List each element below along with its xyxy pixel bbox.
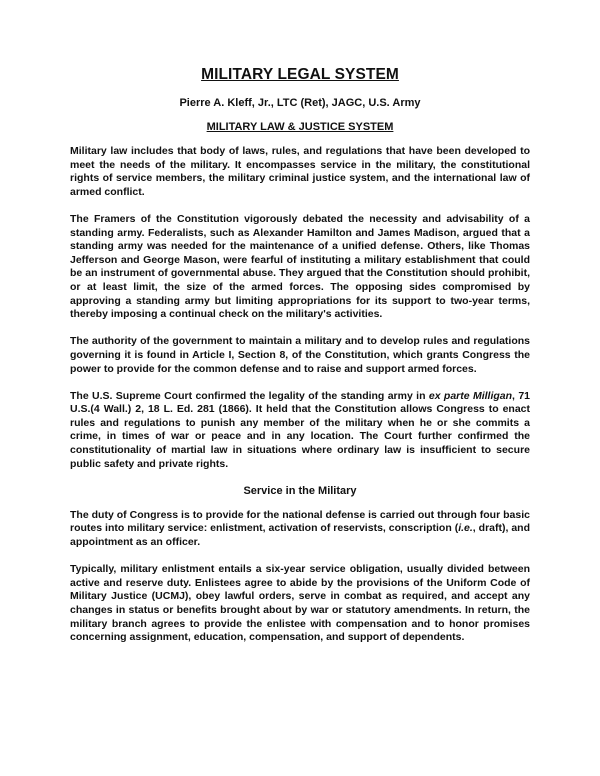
- paragraph-text: The U.S. Supreme Court confirmed the legality of the standing army in: [70, 389, 429, 402]
- document-page: [70, 66, 530, 658]
- author-line: Pierre A. Kleff, Jr., LTC (Ret), JAGC, U.S. Army: [179, 97, 421, 109]
- paragraph-military-law: Military law includes that body of laws, rules, and regulations that have been developed to meet the needs of the military. It encompasses service in the military, the constitutional rights of service members, the military criminal justice system, and the international law of armed conflict.: [70, 145, 530, 198]
- section-subtitle: MILITARY LAW & JUSTICE SYSTEM: [206, 121, 394, 133]
- paragraph-authority: The authority of the government to maintain a military and to develop rules and regulations governing it is found in Article I, Section 8, of the Constitution, which grants Congress the power to provide for the common defense and to raise and support armed forces.: [70, 335, 530, 375]
- paragraph-framers: The Framers of the Constitution vigorously debated the necessity and advisability of a standing army. Federalists, such as Alexander Hamilton and James Madison, argued that a standing army was needed for the maintenance of a unified defense. Others, like Thomas Jefferson and George Mason, were fearful of instituting a military establishment that could be an instrument of governmental abuse. They argued that the Constitution should prohibit, or at least limit, the size of the armed forces. The opposing sides compromised by approving a standing army but limiting appropriations for its support to two-year terms, thereby imposing a continual check on the military's activities.: [70, 212, 530, 321]
- document-title: MILITARY LEGAL SYSTEM: [201, 66, 399, 83]
- paragraph-enlistment: Typically, military enlistment entails a six-year service obligation, usually divided between active and reserve duty. Enlistees agree to abide by the provisions of the Uniform Code of Military Justice (UCMJ), obey lawful orders, serve in combat as required, and accept any changes in status or benefits brought about by war or statutory amendments. In return, the military branch agrees to provide the enlistee with compensation and to honor promises concerning assignment, education, compensation, and support of dependents.: [70, 563, 530, 644]
- paragraph-text: , draft), and appointment as an officer.: [70, 522, 530, 549]
- paragraph-supreme-court: [70, 390, 530, 472]
- section-heading-service: Service in the Military: [243, 484, 357, 497]
- paragraph-text: The duty of Congress is to provide for the national defense is carried out through four basic routes into military service: enlistment, activation of reservists, conscription (: [70, 508, 530, 535]
- paragraph-text: , 71 U.S.(4 Wall.) 2, 18 L. Ed. 281 (1866). It held that the Constitution allows Congress to enact rules and regulations to punish any member of the military when he or she commits a crime, in times of war or peace and in any location. The Court further confirmed the constitutionality of martial law in situations where ordinary law is insufficient to secure public safety and private rights.: [70, 389, 531, 470]
- paragraph-congress-duty: [70, 509, 530, 550]
- case-name: ex parte Milligan: [428, 389, 513, 402]
- abbreviation-ie: i.e.: [458, 522, 473, 535]
